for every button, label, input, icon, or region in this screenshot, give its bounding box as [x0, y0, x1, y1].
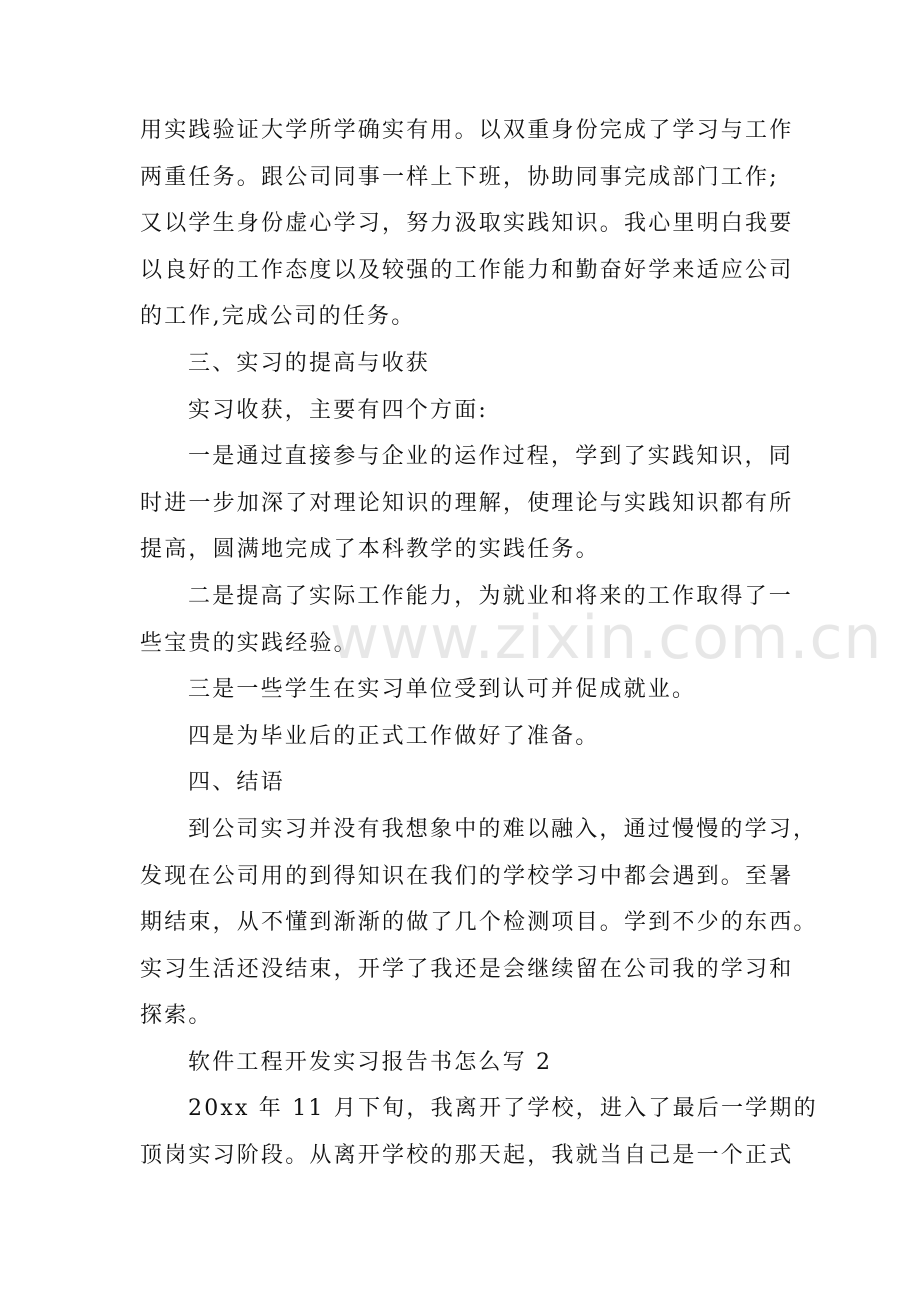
- watermark: www.zixin.com.cn: [330, 603, 883, 673]
- text-line: 20xx 年 11 月下旬，我离开了学校，进入了最后一学期的: [188, 1096, 818, 1122]
- text-line: 两重任务。跟公司同事一样上下班，协助同事完成部门工作;: [140, 164, 779, 190]
- text-line: 三是一些学生在实习单位受到认可并促成就业。: [188, 677, 697, 703]
- text-line: 二是提高了实际工作能力，为就业和将来的工作取得了一: [188, 583, 794, 609]
- text-line: 又以学生身份虚心学习，努力汲取实践知识。我心里明白我要: [140, 211, 794, 237]
- text-line: 探索。: [140, 1003, 213, 1029]
- report-title: 软件工程开发实习报告书怎么写 2: [188, 1049, 553, 1075]
- text-line: 以良好的工作态度以及较强的工作能力和勤奋好学来适应公司: [140, 257, 794, 283]
- text-line: 用实践验证大学所学确实有用。以双重身份完成了学习与工作: [140, 118, 794, 143]
- text-line: 时进一步加深了对理论知识的理解，使理论与实践知识都有所: [140, 490, 794, 516]
- text-line: 发现在公司用的到得知识在我们的学校学习中都会遇到。至暑: [140, 863, 794, 889]
- text-line: 些宝贵的实践经验。: [140, 630, 358, 656]
- text-line: 实习生活还没结束，开学了我还是会继续留在公司我的学习和: [140, 956, 794, 982]
- section-heading: 四、结语: [188, 770, 285, 796]
- text-line: 到公司实习并没有我想象中的难以融入，通过慢慢的学习，: [188, 816, 818, 842]
- text-line: 期结束，从不懂到渐渐的做了几个检测项目。学到不少的东西。: [140, 910, 818, 936]
- section-heading: 三、实习的提高与收获: [188, 350, 431, 376]
- text-line: 实习收获，主要有四个方面:: [188, 397, 489, 423]
- text-line: 一是通过直接参与企业的运作过程，学到了实践知识，同: [188, 444, 794, 470]
- text-line: 提高，圆满地完成了本科教学的实践任务。: [140, 537, 600, 563]
- text-line: 的工作,完成公司的任务。: [140, 304, 416, 330]
- text-line: 顶岗实习阶段。从离开学校的那天起，我就当自己是一个正式: [140, 1143, 794, 1169]
- text-line: 四是为毕业后的正式工作做好了准备。: [188, 723, 600, 749]
